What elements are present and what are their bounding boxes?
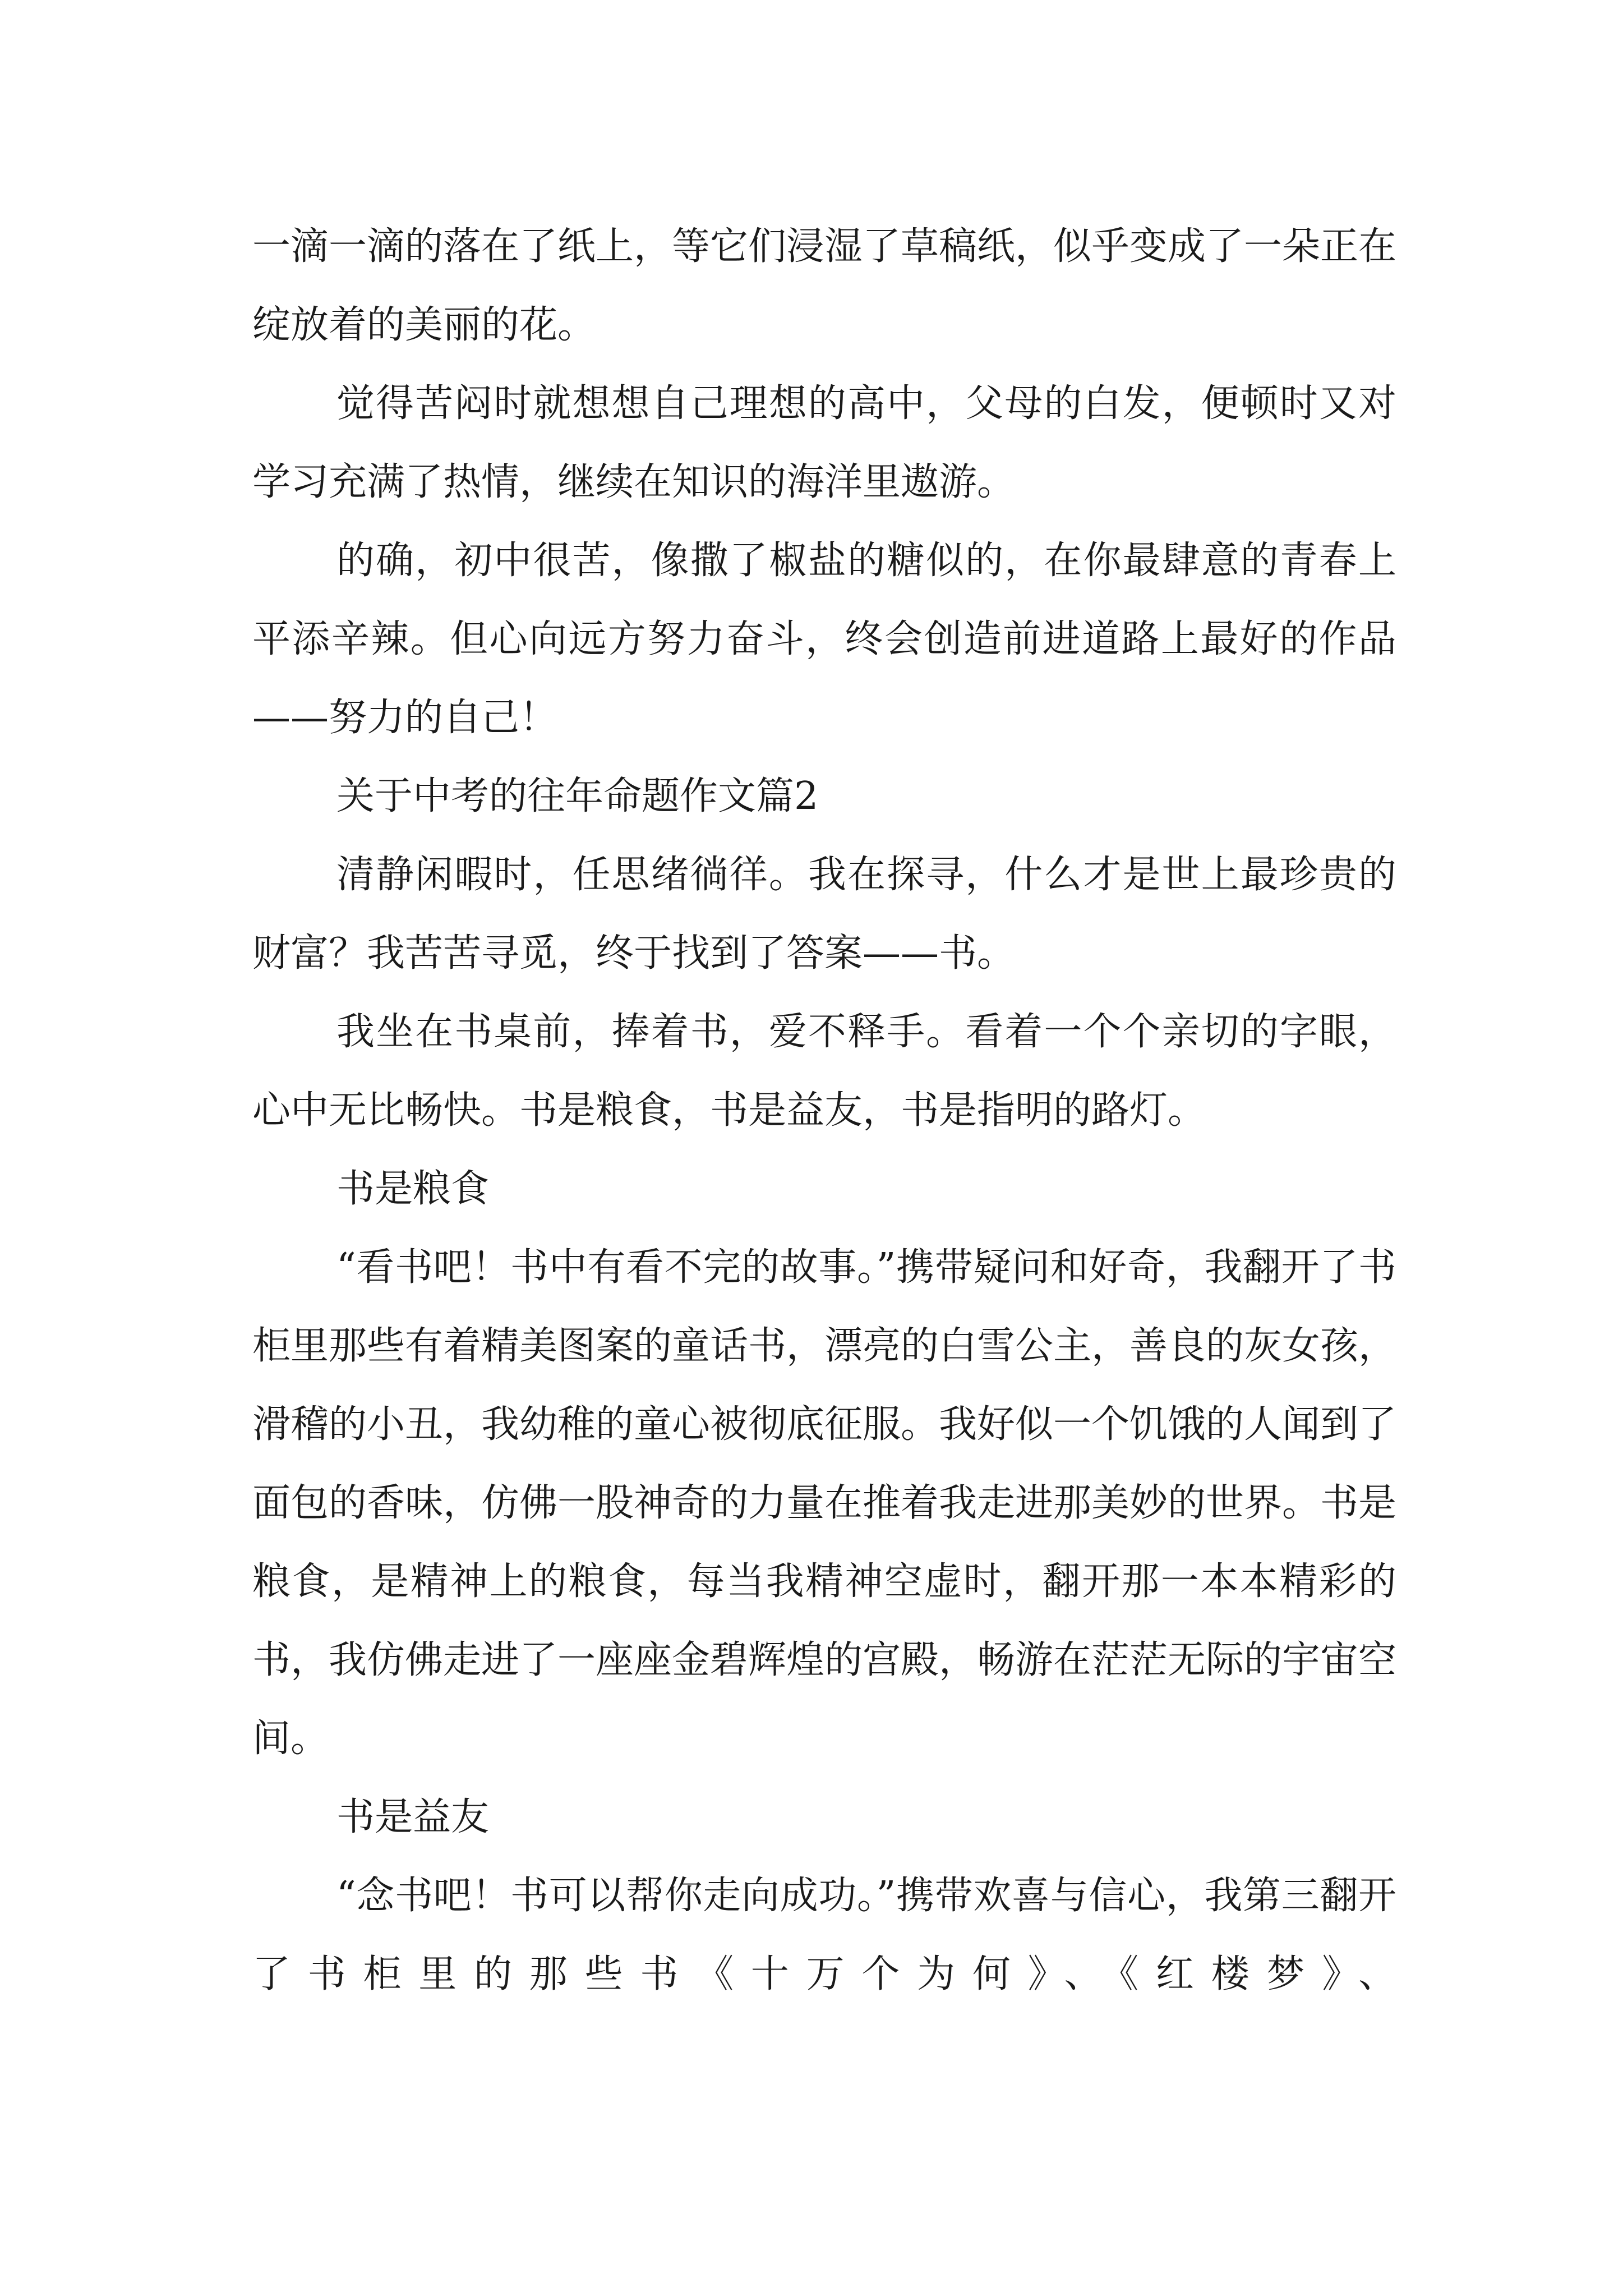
- subheading: 书是益友: [336, 1795, 490, 1839]
- subheading: 书是粮食: [336, 1167, 490, 1211]
- section-heading: 关于中考的往年命题作文篇2: [336, 774, 819, 818]
- paragraph: 的确，初中很苦，像撒了椒盐的糖似的，在你最肆意的青春上平添辛辣。但心向远方努力奋斗，终会创造前进道路上最好的作品——努力的自己！: [252, 539, 1396, 740]
- paragraph: 一滴一滴的落在了纸上，等它们浸湿了草稿纸，似乎变成了一朵正在绽放着的美丽的花。: [252, 224, 1397, 347]
- paragraph: 我坐在书桌前，捧着书，爱不释手。看着一个个亲切的字眼，心中无比畅快。书是粮食，书是益友，书是指明的路灯。: [252, 1010, 1396, 1133]
- paragraph: “看书吧！书中有看不完的故事。”携带疑问和好奇，我翻开了书柜里那些有着精美图案的童话书，漂亮的白雪公主，善良的灰女孩，滑稽的小丑，我幼稚的童心被彻底征服。我好似一个饥饿的人闻到了面包的香味，仿佛一股神奇的力量在推着我走进那美妙的世界。书是粮食，是精神上的粮食，每当我精神空虚时，翻开那一本本精彩的书，我仿佛走进了一座座金碧辉煌的宫殿，畅游在茫茫无际的宇宙空间。: [252, 1245, 1397, 1761]
- body-text: [252, 208, 1396, 2014]
- paragraph: “念书吧！书可以帮你走向成功。”携带欢喜与信心，我第三翻开了书柜里的那些书《十万个为何》、《红楼梦》、: [252, 1874, 1396, 1996]
- paragraph: 清静闲暇时，任思绪徜徉。我在探寻，什么才是世上最珍贵的财富？我苦苦寻觅，终于找到了答案——书。: [252, 853, 1396, 976]
- paragraph: 觉得苦闷时就想想自己理想的高中，父母的白发，便顿时又对学习充满了热情，继续在知识的海洋里遨游。: [252, 381, 1396, 504]
